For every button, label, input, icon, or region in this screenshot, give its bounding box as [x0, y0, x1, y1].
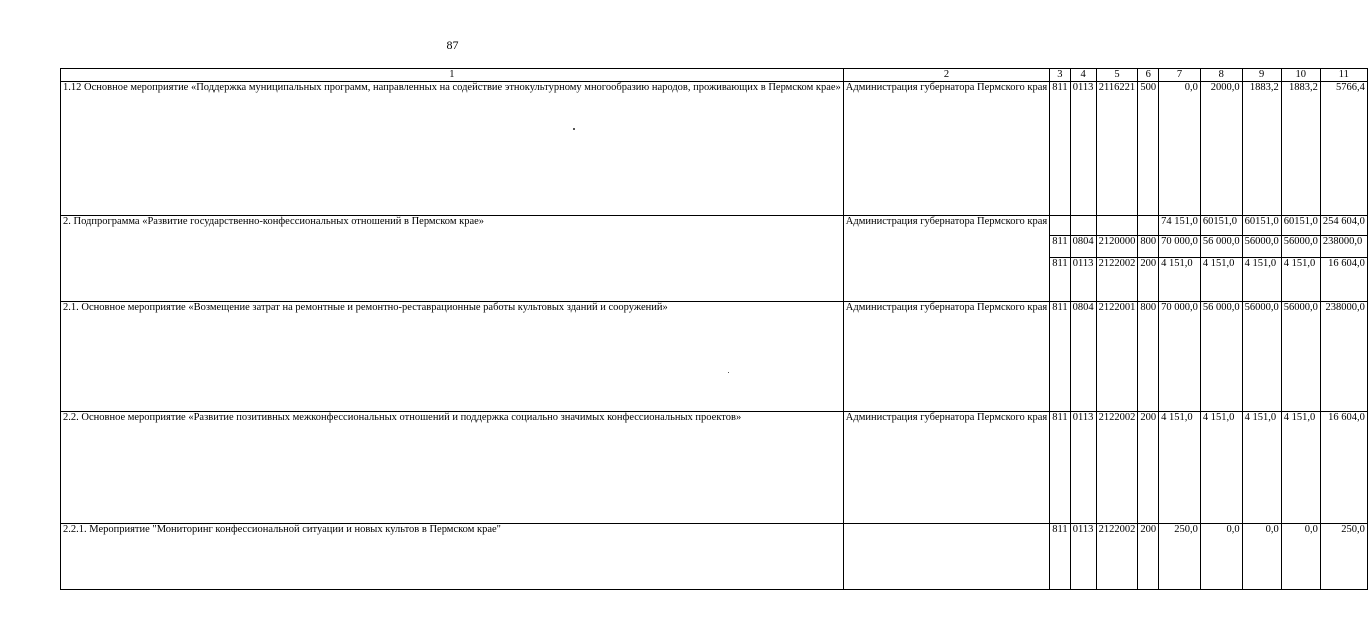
cell-section: [1070, 216, 1096, 236]
cell-value-11: 254 604,0: [1320, 216, 1367, 236]
cell-section: 0113: [1070, 524, 1096, 590]
row-executor: Администрация губернатора Пермского края: [843, 412, 1049, 524]
cell-expense-type: 800: [1138, 236, 1159, 258]
cell-section: 0113: [1070, 258, 1096, 302]
cell-value-10: 56000,0: [1281, 236, 1320, 258]
cell-grbs: 811: [1050, 236, 1070, 258]
cell-section: 0804: [1070, 302, 1096, 412]
row-name: 2. Подпрограмма «Развитие государственно-конфессиональных отношений в Пермском крае»: [61, 216, 844, 302]
cell-value-7: 70 000,0: [1159, 236, 1201, 258]
cell-value-8: 4 151,0: [1200, 258, 1242, 302]
cell-expense-type: [1138, 216, 1159, 236]
cell-value-8: 56 000,0: [1200, 302, 1242, 412]
row-name: 1.12 Основное мероприятие «Поддержка муниципальных программ, направленных на содействие этнокультурному многообразию народов, проживающих в Пермском крае»: [61, 82, 844, 216]
scan-artifact: [728, 372, 729, 373]
cell-value-8: 2000,0: [1200, 82, 1242, 216]
cell-target-article: 2116221: [1096, 82, 1138, 216]
cell-value-11: 16 604,0: [1320, 258, 1367, 302]
cell-value-7: 250,0: [1159, 524, 1201, 590]
cell-expense-type: 500: [1138, 82, 1159, 216]
cell-expense-type: 200: [1138, 524, 1159, 590]
scan-artifact: [573, 128, 575, 130]
column-header: 6: [1138, 69, 1159, 82]
cell-value-10: 56000,0: [1281, 302, 1320, 412]
cell-value-11: 16 604,0: [1320, 412, 1367, 524]
cell-target-article: [1096, 216, 1138, 236]
cell-value-9: 56000,0: [1242, 236, 1281, 258]
table-row: [61, 82, 1368, 216]
cell-grbs: 811: [1050, 524, 1070, 590]
row-executor: Администрация губернатора Пермского края: [843, 302, 1049, 412]
cell-grbs: 811: [1050, 82, 1070, 216]
column-header: 3: [1050, 69, 1070, 82]
cell-value-9: 4 151,0: [1242, 258, 1281, 302]
table-row: [61, 524, 1368, 590]
cell-target-article: 2122001: [1096, 302, 1138, 412]
cell-value-10: 4 151,0: [1281, 412, 1320, 524]
cell-grbs: 811: [1050, 302, 1070, 412]
cell-value-8: 0,0: [1200, 524, 1242, 590]
column-header: 9: [1242, 69, 1281, 82]
cell-value-7: 0,0: [1159, 82, 1201, 216]
column-header: 10: [1281, 69, 1320, 82]
column-header: 1: [61, 69, 844, 82]
cell-value-11: 250,0: [1320, 524, 1367, 590]
cell-value-10: 60151,0: [1281, 216, 1320, 236]
cell-value-9: 60151,0: [1242, 216, 1281, 236]
cell-grbs: [1050, 216, 1070, 236]
cell-value-8: 56 000,0: [1200, 236, 1242, 258]
column-header: 8: [1200, 69, 1242, 82]
page-number: 87: [446, 38, 459, 52]
cell-target-article: 2122002: [1096, 524, 1138, 590]
cell-expense-type: 200: [1138, 258, 1159, 302]
cell-value-7: 74 151,0: [1159, 216, 1201, 236]
cell-value-7: 4 151,0: [1159, 412, 1201, 524]
cell-value-9: 56000,0: [1242, 302, 1281, 412]
row-name: 2.2. Основное мероприятие «Развитие позитивных межконфессиональных отношений и поддержка социально значимых конфессиональных проектов»: [61, 412, 844, 524]
cell-target-article: 2122002: [1096, 412, 1138, 524]
cell-grbs: 811: [1050, 412, 1070, 524]
column-header: 5: [1096, 69, 1138, 82]
cell-section: 0804: [1070, 236, 1096, 258]
cell-expense-type: 800: [1138, 302, 1159, 412]
row-executor: Администрация губернатора Пермского края: [843, 82, 1049, 216]
cell-grbs: 811: [1050, 258, 1070, 302]
cell-value-7: 4 151,0: [1159, 258, 1201, 302]
cell-value-11: 238000,0: [1320, 302, 1367, 412]
column-header: 2: [843, 69, 1049, 82]
cell-expense-type: 200: [1138, 412, 1159, 524]
budget-table: [60, 68, 1368, 590]
cell-target-article: 2120000: [1096, 236, 1138, 258]
cell-value-10: 1883,2: [1281, 82, 1320, 216]
column-header: 4: [1070, 69, 1096, 82]
table-row: [61, 302, 1368, 412]
row-executor: [843, 524, 1049, 590]
table-row: [61, 412, 1368, 524]
cell-value-10: 4 151,0: [1281, 258, 1320, 302]
column-header: 7: [1159, 69, 1201, 82]
cell-value-9: 0,0: [1242, 524, 1281, 590]
table-row: [61, 216, 1368, 236]
row-executor: Администрация губернатора Пермского края: [843, 216, 1049, 302]
cell-value-8: 60151,0: [1200, 216, 1242, 236]
column-header: 11: [1320, 69, 1367, 82]
cell-value-8: 4 151,0: [1200, 412, 1242, 524]
cell-section: 0113: [1070, 82, 1096, 216]
row-name: 2.1. Основное мероприятие «Возмещение затрат на ремонтные и ремонтно-реставрационные работы культовых зданий и сооружений»: [61, 302, 844, 412]
cell-section: 0113: [1070, 412, 1096, 524]
header-row: [61, 69, 1368, 82]
cell-value-9: 4 151,0: [1242, 412, 1281, 524]
cell-value-11: 238000,0: [1320, 236, 1367, 258]
cell-value-11: 5766,4: [1320, 82, 1367, 216]
cell-value-9: 1883,2: [1242, 82, 1281, 216]
cell-target-article: 2122002: [1096, 258, 1138, 302]
row-name: 2.2.1. Мероприятие "Мониторинг конфессиональной ситуации и новых культов в Пермском крае": [61, 524, 844, 590]
cell-value-7: 70 000,0: [1159, 302, 1201, 412]
cell-value-10: 0,0: [1281, 524, 1320, 590]
